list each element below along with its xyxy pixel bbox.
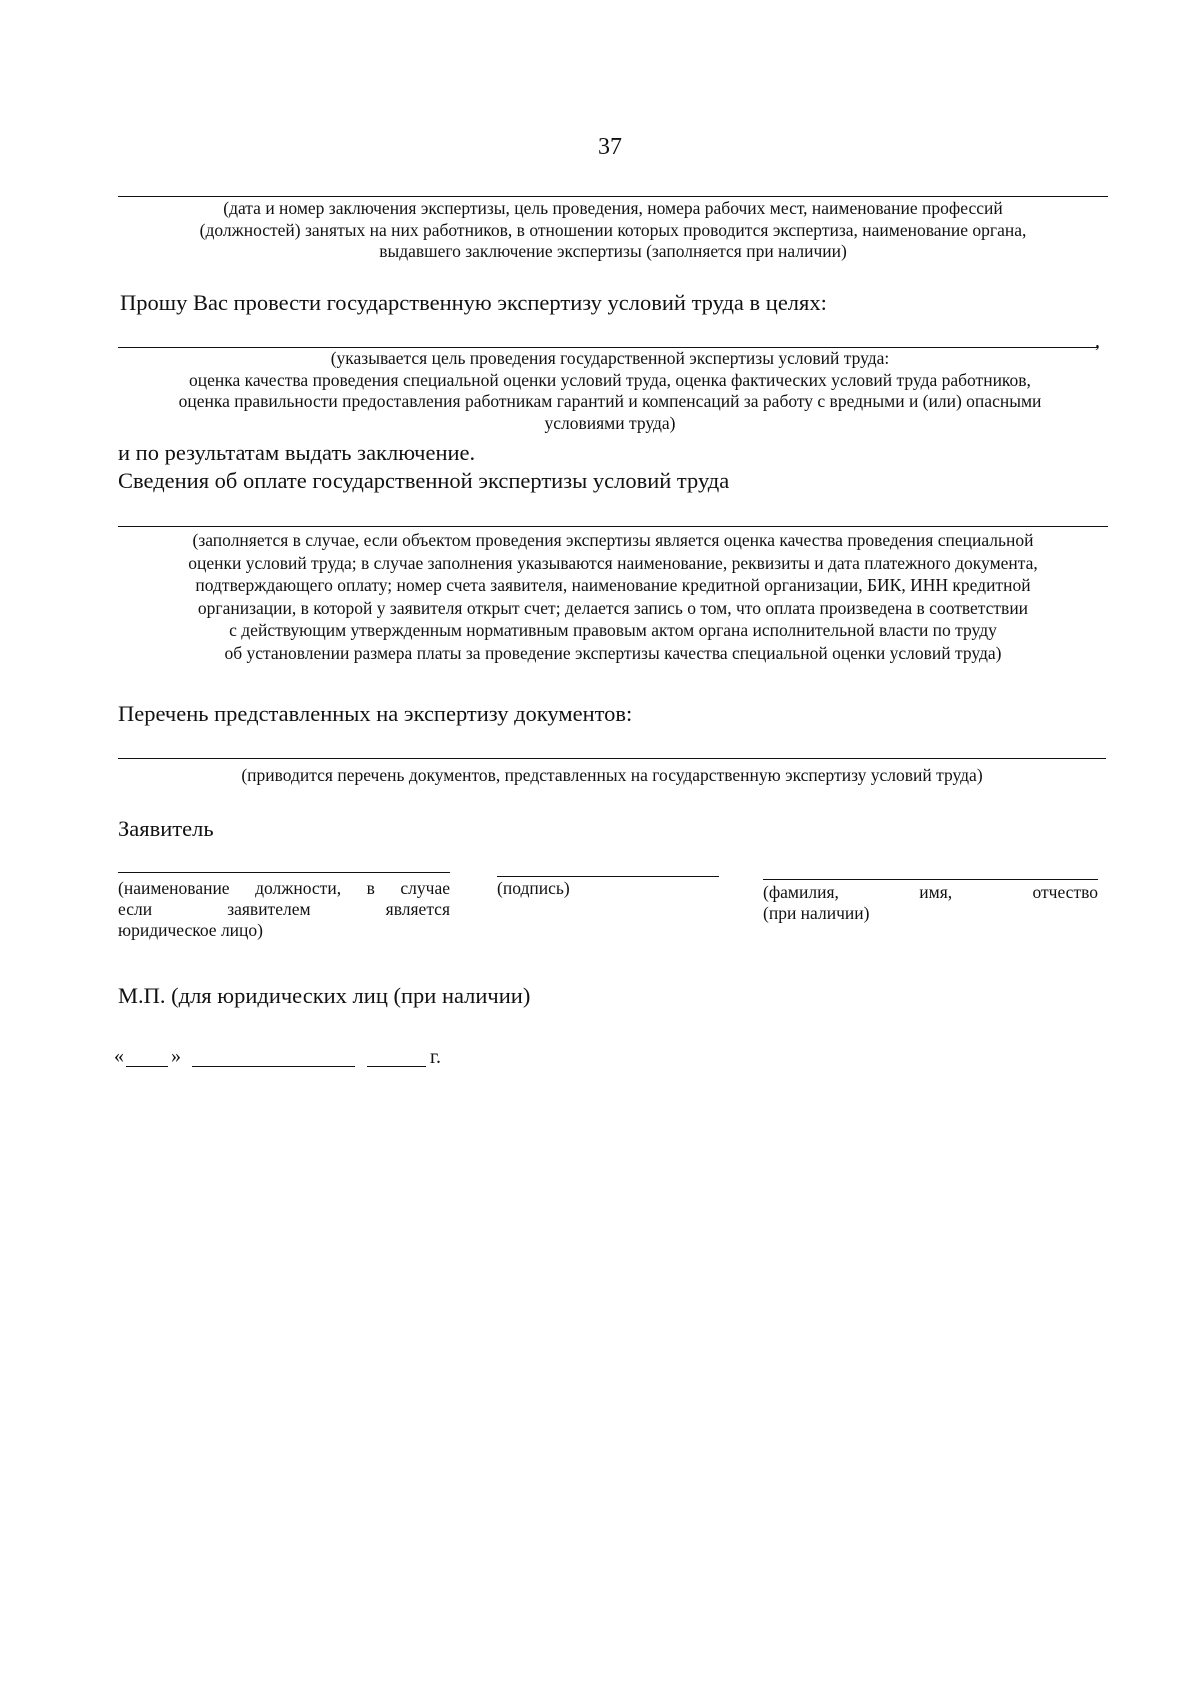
stamp-text: М.П. (для юридических лиц (при наличии)	[118, 983, 531, 1008]
page-number: 37	[598, 134, 622, 160]
comma-mark: ,	[1095, 330, 1100, 352]
note-line: (должностей) занятых на них работников, в отношении которых проводится экспертиза, наименование органа,	[199, 219, 1027, 240]
goal-note	[110, 348, 1110, 434]
documents-note: (приводится перечень документов, представленных на государственную экспертизу условий труда)	[241, 765, 983, 785]
note-line: организации, в которой у заявителя открыт счет; делается запись о том, что оплата произведена в соответствии	[197, 597, 1029, 618]
note-line: (дата и номер заключения экспертизы, цель проведения, номера рабочих мест, наименование профессий	[223, 198, 1003, 218]
note-line: (наименование должности, в случае	[118, 878, 450, 898]
position-fill-line[interactable]	[118, 872, 450, 873]
documents-fill-line[interactable]	[118, 758, 1106, 759]
name-note	[763, 882, 1098, 924]
note-line: оценки условий труда; в случае заполнения указываются наименование, реквизиты и дата платежного документа,	[188, 552, 1038, 573]
signature-note: (подпись)	[497, 878, 570, 898]
note-line: (фамилия, имя, отчество	[763, 882, 1098, 902]
position-note	[118, 878, 450, 941]
issue-text: и по результатам выдать заключение.	[118, 440, 476, 465]
payment-note	[118, 529, 1108, 664]
note-line: (при наличии)	[763, 903, 870, 923]
date-open-quote: «	[114, 1045, 124, 1067]
conclusion-note	[118, 198, 1108, 263]
note-line: (заполняется в случае, если объектом проведения экспертизы является оценка качества проведения специальной	[192, 530, 1034, 550]
date-month-line[interactable]	[192, 1066, 355, 1067]
applicant-label: Заявитель	[118, 816, 214, 841]
note-line: с действующим утвержденным нормативным правовым актом органа исполнительной власти по труду	[229, 620, 997, 640]
note-line: оценка качества проведения специальной оценки условий труда, оценка фактических условий труда работников,	[189, 369, 1031, 390]
documents-heading: Перечень представленных на экспертизу документов:	[118, 701, 633, 726]
date-day-line[interactable]	[126, 1066, 168, 1067]
note-line: об установлении размера платы за проведение экспертизы качества специальной оценки условий труда)	[224, 642, 1002, 663]
date-close-quote: »	[171, 1045, 181, 1067]
note-line: (указывается цель проведения государственной экспертизы условий труда:	[330, 348, 890, 368]
note-line: если заявителем является	[118, 899, 450, 919]
payment-heading: Сведения об оплате государственной экспертизы условий труда	[118, 468, 730, 493]
conclusion-fill-line[interactable]	[118, 196, 1108, 197]
payment-fill-line[interactable]	[118, 526, 1108, 527]
note-line: условиями труда)	[544, 412, 676, 433]
request-text: Прошу Вас провести государственную экспертизу условий труда в целях:	[120, 290, 827, 315]
name-fill-line[interactable]	[763, 879, 1098, 880]
note-line: подтверждающего оплату; номер счета заявителя, наименование кредитной организации, БИК, ИНН кредитной	[195, 575, 1031, 595]
date-year-line[interactable]	[367, 1066, 426, 1067]
signature-fill-line[interactable]	[497, 876, 719, 877]
note-line: юридическое лицо)	[118, 920, 263, 940]
note-line: выдавшего заключение экспертизы (заполняется при наличии)	[379, 241, 847, 261]
note-line: оценка правильности предоставления работникам гарантий и компенсаций за работу с вредными и (или) опасными	[178, 391, 1042, 411]
date-year-suffix: г.	[430, 1046, 441, 1068]
